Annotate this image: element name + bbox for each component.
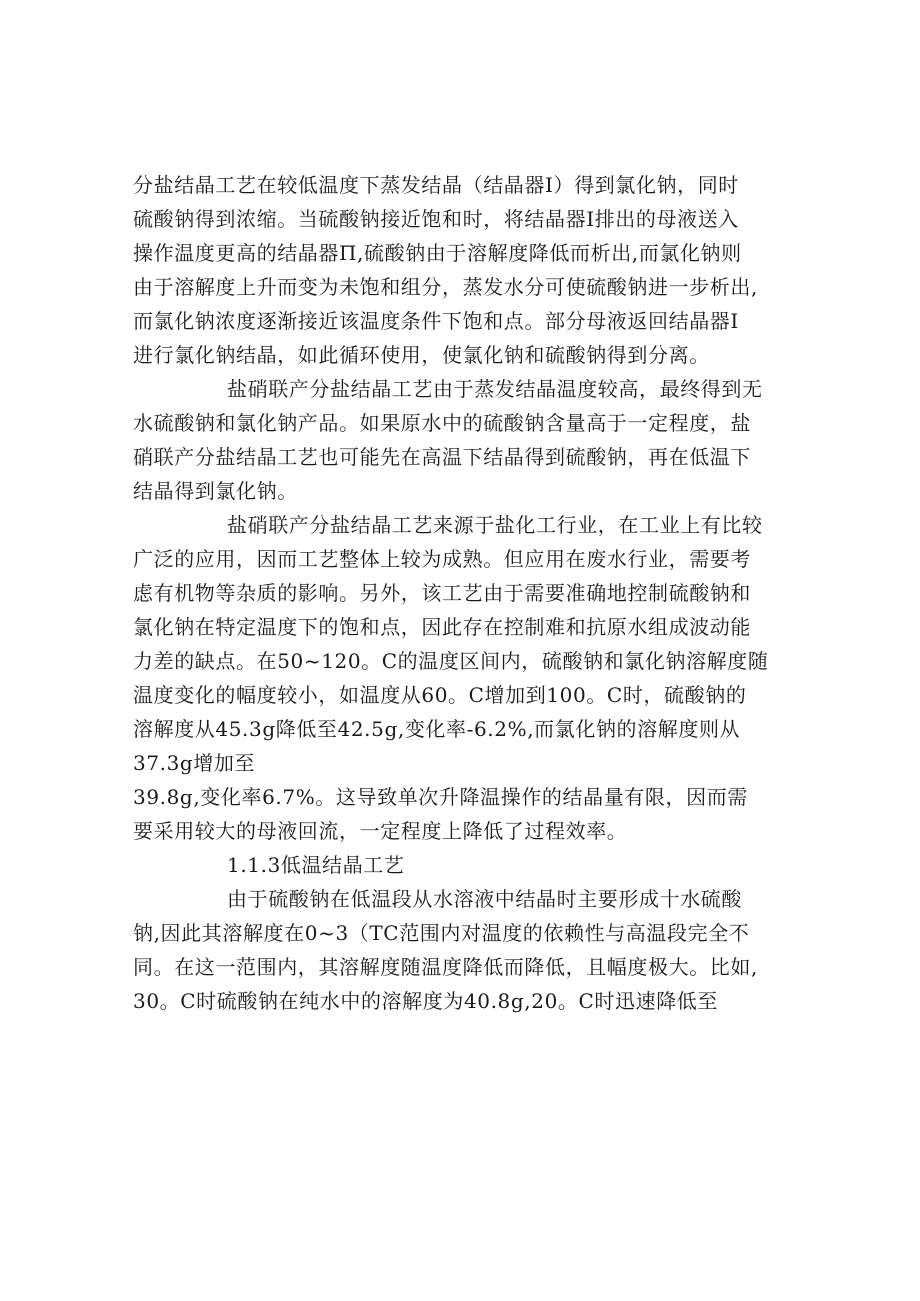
text-line: 要采用较大的母液回流，一定程度上降低了过程效率。 [133, 819, 628, 843]
paragraph-4 [133, 882, 793, 1018]
text-line: 分盐结晶工艺在较低温度下蒸发结晶（结晶器Ⅰ）得到氯化钠，同时 [133, 173, 739, 197]
section-heading: 1.1.3低温结晶工艺 [227, 853, 405, 877]
paragraph-2 [133, 372, 793, 508]
text-line: 硝联产分盐结晶工艺也可能先在高温下结晶得到硫酸钠，再在低温下 [133, 445, 751, 469]
text-line: 39.8g,变化率6.7%。这导致单次升降温操作的结晶量有限，因而需 [133, 785, 748, 809]
text-line: 力差的缺点。在50~120。C的温度区间内，硫酸钠和氯化钠溶解度随 [133, 649, 769, 673]
paragraph-3 [133, 508, 793, 848]
text-line: 硫酸钠得到浓缩。当硫酸钠接近饱和时，将结晶器Ⅰ排出的母液送入 [133, 207, 739, 231]
text-line: 进行氯化钠结晶，如此循环使用，使氯化钠和硫酸钠得到分离。 [133, 343, 710, 367]
text-line: 钠,因此其溶解度在0~3（TC范围内对温度的依赖性与高温段完全不 [133, 921, 750, 945]
text-line: 温度变化的幅度较小，如温度从60。C增加到100。C时，硫酸钠的 [133, 683, 747, 707]
text-line: 虑有机物等杂质的影响。另外，该工艺由于需要准确地控制硫酸钠和 [133, 581, 751, 605]
document-body [133, 168, 793, 1018]
text-line: 由于硫酸钠在低温段从水溶液中结晶时主要形成十水硫酸 [227, 887, 742, 911]
text-line: 广泛的应用，因而工艺整体上较为成熟。但应用在废水行业，需要考 [133, 547, 751, 571]
text-line: 操作温度更高的结晶器Π,硫酸钠由于溶解度降低而析出,而氯化钠则 [133, 241, 742, 265]
text-line: 而氯化钠浓度逐渐接近该温度条件下饱和点。部分母液返回结晶器Ⅰ [133, 309, 739, 333]
text-line: 溶解度从45.3g降低至42.5g,变化率-6.2%,而氯化钠的溶解度则从 [133, 717, 741, 741]
text-line: 水硫酸钠和氯化钠产品。如果原水中的硫酸钠含量高于一定程度，盐 [133, 411, 751, 435]
text-line: 37.3g增加至 [133, 751, 256, 775]
text-line: 由于溶解度上升而变为未饱和组分，蒸发水分可使硫酸钠进一步析出, [133, 275, 758, 299]
text-line: 结晶得到氯化钠。 [133, 479, 298, 503]
paragraph-1 [133, 168, 793, 372]
text-line: 盐硝联产分盐结晶工艺由于蒸发结晶温度较高，最终得到无 [227, 377, 763, 401]
text-line: 同。在这一范围内，其溶解度随温度降低而降低，且幅度极大。比如, [133, 955, 758, 979]
text-line: 氯化钠在特定温度下的饱和点，因此存在控制难和抗原水组成波动能 [133, 615, 751, 639]
text-line: 盐硝联产分盐结晶工艺来源于盐化工行业，在工业上有比较 [227, 513, 763, 537]
text-line: 30。C时硫酸钠在纯水中的溶解度为40.8g,20。C时迅速降低至 [133, 989, 718, 1013]
